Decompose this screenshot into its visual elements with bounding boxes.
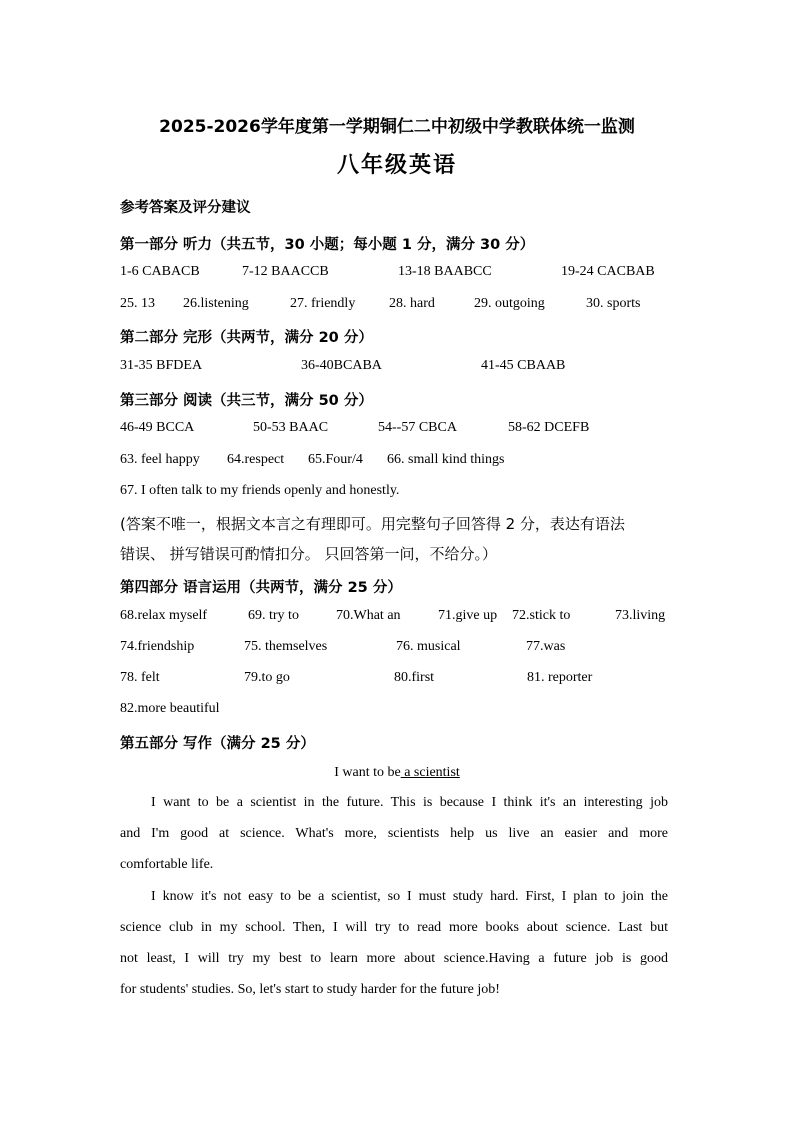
answer-item: 68.relax myself [120, 608, 208, 623]
answer-item: 27. friendly [290, 296, 356, 311]
part4-row4: 82.more beautiful [120, 701, 220, 716]
essay-para1-line2: and I'm good at science. What's more, scientists help us live an easier and more [120, 826, 668, 841]
answer-item: 79.to go [244, 670, 290, 685]
part1-heading: 第一部分 听力（共五节，30 小题；每小题 1 分，满分 30 分） [120, 237, 535, 253]
essay-title-blank: a scientist [400, 765, 460, 780]
answer-item: 66. small kind things [387, 452, 505, 467]
answer-item: 25. 13 [120, 296, 155, 311]
answer-item: 71.give up [438, 608, 498, 623]
essay-para2-line1: I know it's not easy to be a scientist, so I must study hard. First, I plan to join the [151, 889, 668, 904]
answer-item: 65.Four/4 [308, 452, 363, 467]
answer-item: 63. feel happy [120, 452, 200, 467]
part3-note-line2: 错误、 拼写错误可酌情扣分。 只回答第一问，不给分。） [120, 545, 498, 563]
intro-heading: 参考答案及评分建议 [120, 200, 251, 216]
answer-item: 81. reporter [527, 670, 593, 685]
answer-item: 31-35 BFDEA [120, 358, 203, 373]
answer-item: 41-45 CBAAB [481, 358, 566, 373]
essay-title-prefix: I want to be [334, 765, 401, 780]
answer-item: 19-24 CACBAB [561, 264, 655, 279]
answer-item: 50-53 BAAC [253, 420, 329, 435]
document-subtitle: 八年级英语 [336, 153, 457, 178]
answer-item: 69. try to [248, 608, 299, 623]
answer-item: 29. outgoing [474, 296, 545, 311]
answer-item: 26.listening [183, 296, 249, 311]
answer-item: 1-6 CABACB [120, 264, 200, 279]
answer-item: 46-49 BCCA [120, 420, 195, 435]
answer-item: 30. sports [586, 296, 641, 311]
essay-para2-line2: science club in my school. Then, I will try to read more books about science. Last but [120, 920, 668, 935]
answer-item: 36-40BCABA [301, 358, 382, 373]
essay-para2-line4: for students' studies. So, let's start to study harder for the future job! [120, 982, 500, 997]
answer-item: 54--57 CBCA [378, 420, 457, 435]
part3-row3: 67. I often talk to my friends openly and honestly. [120, 483, 400, 498]
essay-para1-line3: comfortable life. [120, 857, 214, 872]
answer-item: 64.respect [227, 452, 285, 467]
part5-heading: 第五部分 写作（满分 25 分） [120, 736, 315, 752]
part4-heading: 第四部分 语言运用（共两节，满分 25 分） [120, 580, 402, 596]
answer-item: 70.What an [336, 608, 401, 623]
part3-note-line1: (答案不唯一，根据文本言之有理即可。用完整句子回答得 2 分，表达有语法 [120, 515, 625, 533]
answer-item: 77.was [526, 639, 566, 654]
answer-item: 75. themselves [244, 639, 328, 654]
part3-heading: 第三部分 阅读（共三节，满分 50 分） [120, 393, 373, 409]
answer-item: 73.living [615, 608, 666, 623]
answer-item: 58-62 DCEFB [508, 420, 590, 435]
part2-heading: 第二部分 完形（共两节，满分 20 分） [120, 330, 373, 346]
essay-para2-line3: not least, I will try my best to learn more about science.Having a future job is good [120, 951, 668, 966]
answer-item: 78. felt [120, 670, 160, 685]
document-title: 2025-2026学年度第一学期铜仁二中初级中学教联体统一监测 [159, 117, 635, 137]
essay-para1-line1: I want to be a scientist in the future. This is because I think it's an interesting job [151, 795, 668, 810]
answer-item: 13-18 BAABCC [398, 264, 492, 279]
answer-item: 80.first [394, 670, 435, 685]
answer-item: 74.friendship [120, 639, 195, 654]
answer-item: 7-12 BAACCB [242, 264, 329, 279]
answer-item: 76. musical [396, 639, 461, 654]
essay-title [0, 765, 794, 781]
answer-item: 28. hard [389, 296, 435, 311]
answer-item: 72.stick to [512, 608, 571, 623]
